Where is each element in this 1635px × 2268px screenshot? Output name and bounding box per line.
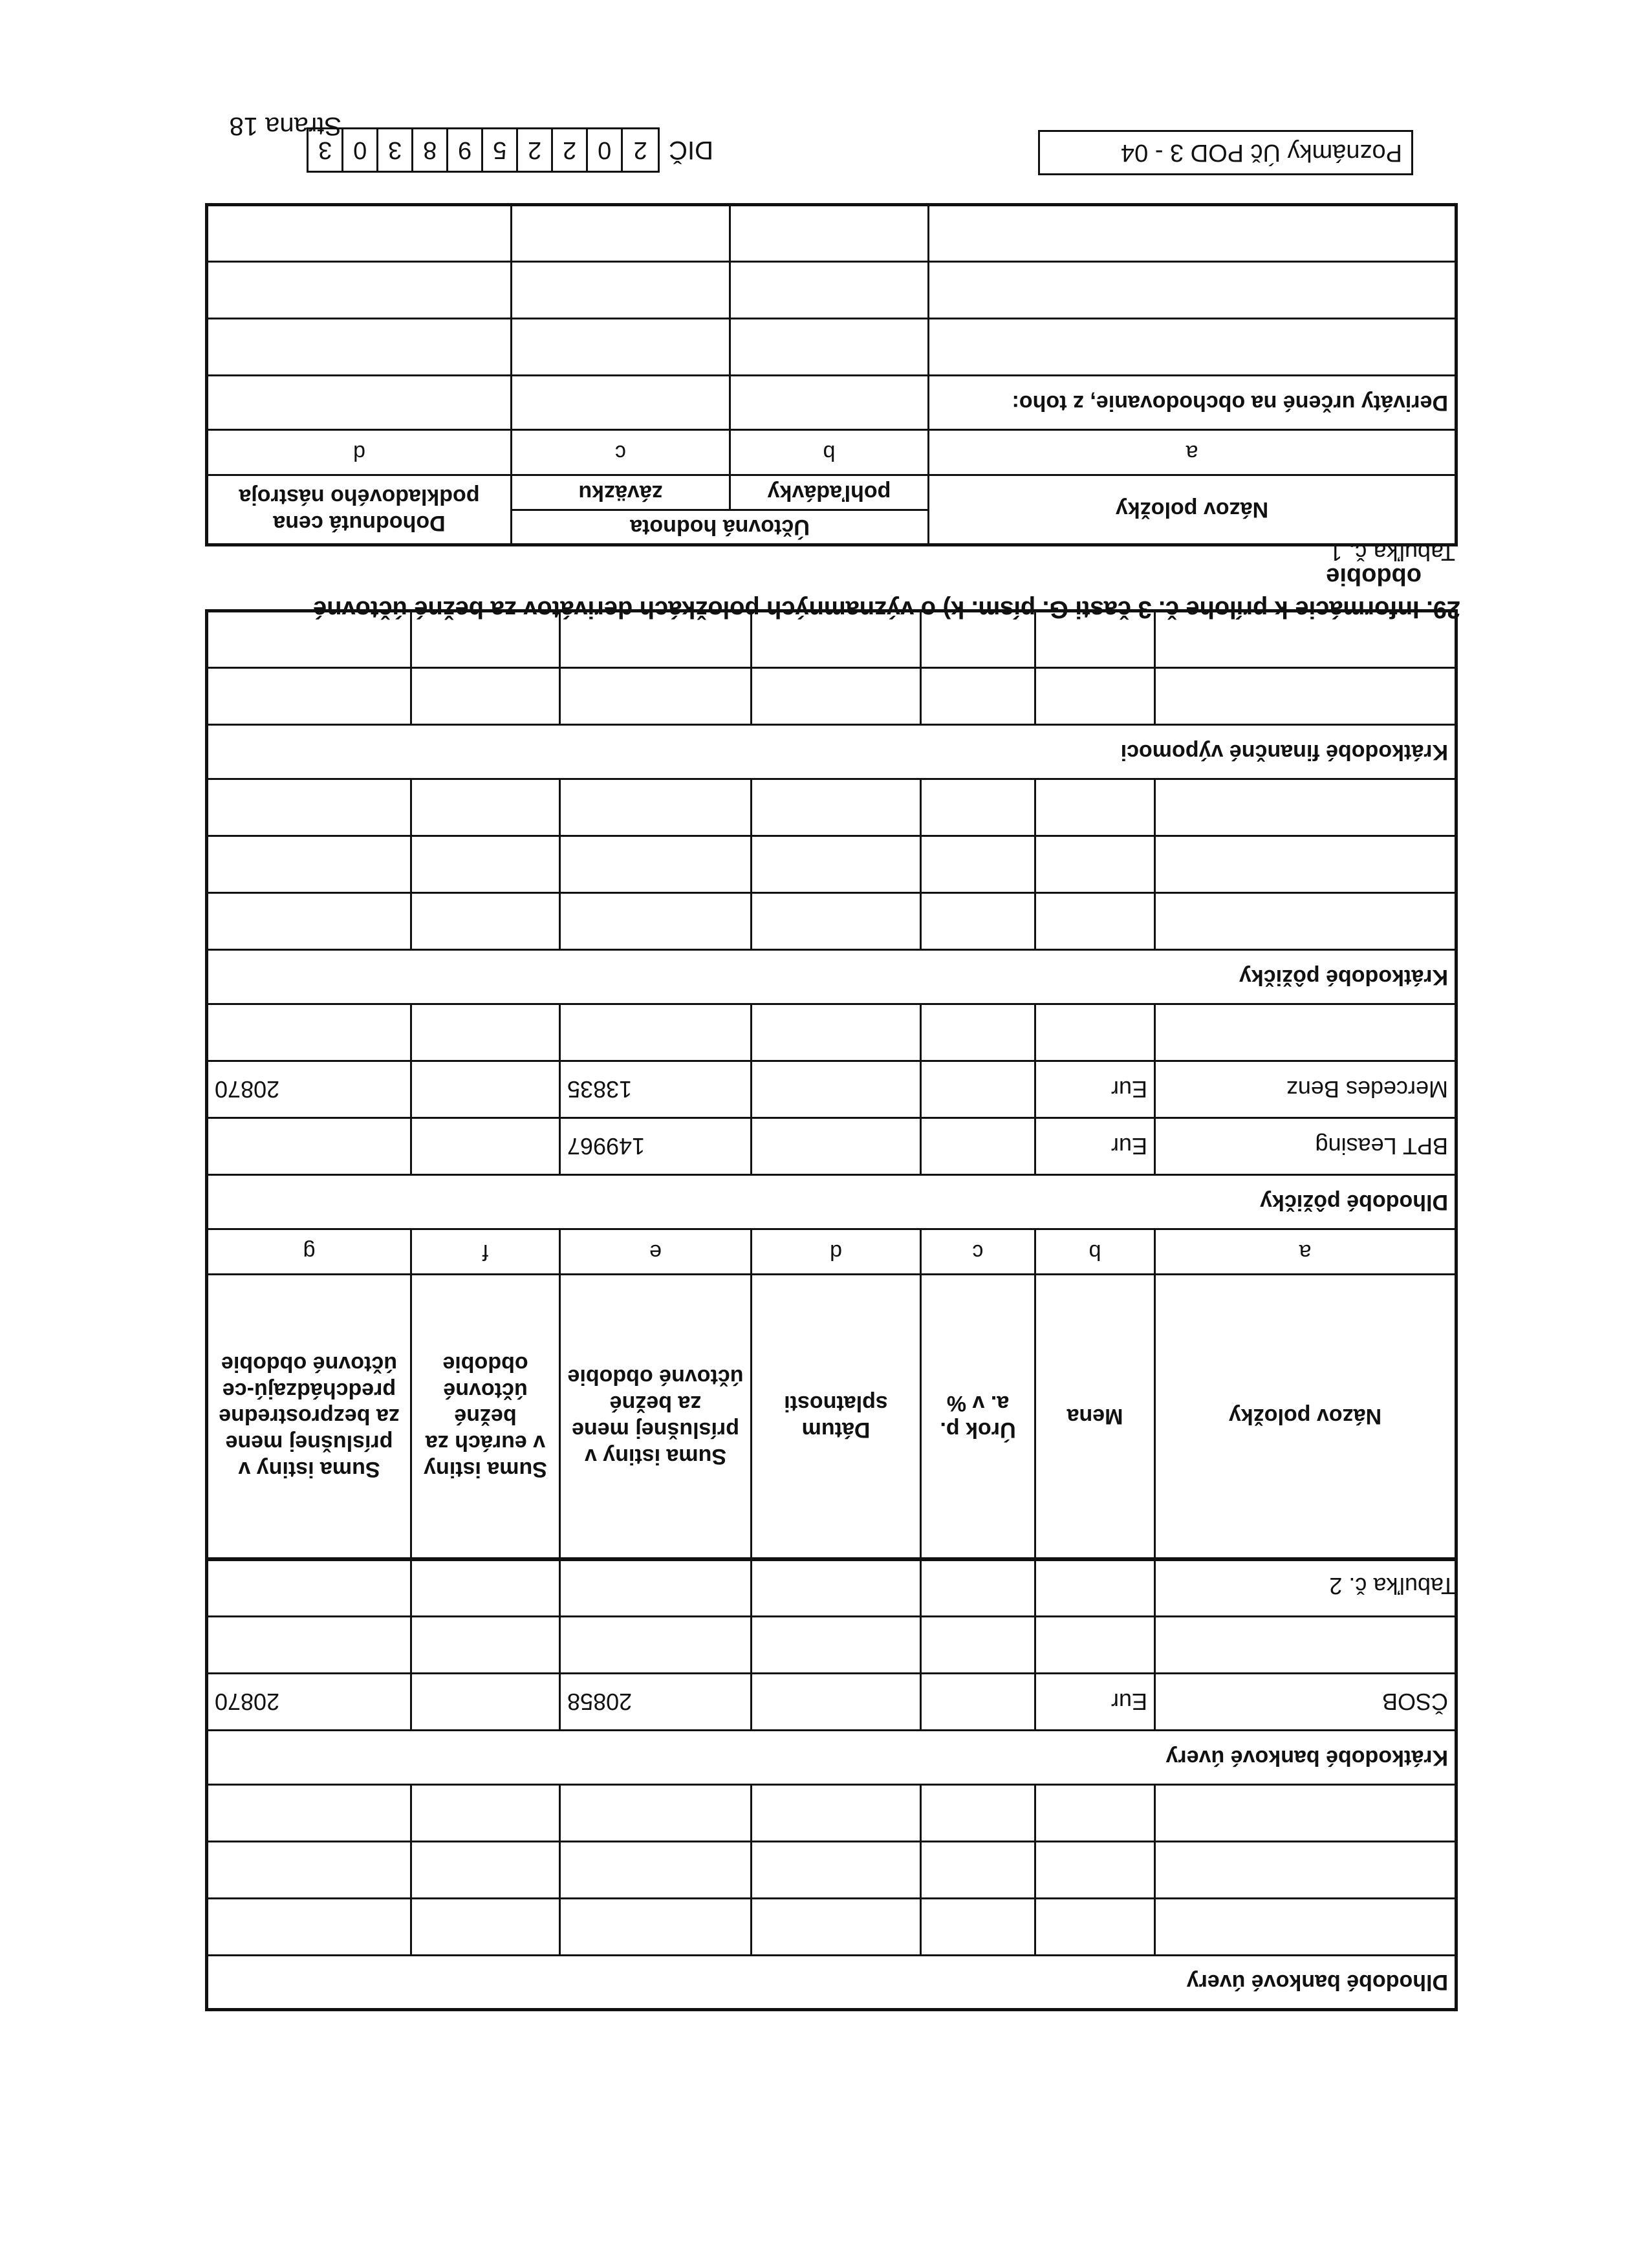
dic-field xyxy=(307,127,713,173)
dic-digit: 5 xyxy=(483,129,518,171)
row-amount-previous xyxy=(206,1842,411,1899)
row-currency xyxy=(1035,836,1155,893)
row-currency xyxy=(1035,1617,1155,1674)
section-title: Krátkodobé finančné výpomoci xyxy=(207,725,1456,779)
row-amount-current xyxy=(560,1560,752,1617)
row-maturity xyxy=(752,1118,921,1175)
deriv-section-title: Deriváty určené na obchodovanie, z toho: xyxy=(929,376,1456,430)
row-currency: Eur xyxy=(1035,1061,1155,1118)
row-interest xyxy=(921,668,1035,725)
form-title-box xyxy=(1038,130,1413,175)
row-interest xyxy=(921,779,1035,836)
row-currency: Eur xyxy=(1035,1674,1155,1731)
row-currency xyxy=(1035,1785,1155,1842)
dic-digits xyxy=(307,127,660,173)
row-maturity xyxy=(752,1899,921,1956)
row-interest xyxy=(921,1899,1035,1956)
row-amount-current xyxy=(560,1617,752,1674)
row-amount-eur xyxy=(411,1061,560,1118)
letters-row xyxy=(207,1229,1456,1275)
col-header-b: Mena xyxy=(1035,1275,1155,1559)
row-currency xyxy=(1035,668,1155,725)
row-name xyxy=(1155,1004,1456,1061)
row-amount-current xyxy=(560,893,752,950)
table-row xyxy=(206,1785,1456,1842)
section-29-line-2: obdobie xyxy=(1326,562,1422,590)
row-name xyxy=(1155,1617,1456,1674)
dic-digit: 2 xyxy=(553,129,588,171)
row-amount-current xyxy=(560,836,752,893)
section-29-text xyxy=(193,559,1460,625)
row-amount-eur xyxy=(411,1118,560,1175)
row-maturity xyxy=(752,1674,921,1731)
col-header-d: Dátum splatnosti xyxy=(752,1275,921,1559)
deriv-header-d: Dohodnutá cena podkladového nástroja xyxy=(206,475,511,545)
row-amount-current xyxy=(560,1899,752,1956)
dic-digit: 0 xyxy=(343,129,378,171)
row-amount-current xyxy=(560,779,752,836)
row-maturity xyxy=(752,836,921,893)
row-interest xyxy=(921,1061,1035,1118)
row-name xyxy=(1155,1785,1456,1842)
row-name xyxy=(1155,836,1456,893)
row-name xyxy=(1155,668,1456,725)
row-amount-eur xyxy=(411,1560,560,1617)
row-amount-eur xyxy=(411,836,560,893)
deriv-row xyxy=(206,205,1456,262)
deriv-letter-d: d xyxy=(206,430,511,475)
row-amount-current xyxy=(560,1842,752,1899)
row-amount-eur xyxy=(411,779,560,836)
deriv-letter-c: c xyxy=(511,430,730,475)
deriv-header-c: záväzku xyxy=(511,475,730,510)
col-header-f: Suma istiny v eurách za bežné účtovné obdobie xyxy=(411,1275,560,1559)
table-row xyxy=(207,893,1456,950)
row-maturity xyxy=(752,1004,921,1061)
row-name: BPT Leasing xyxy=(1155,1118,1456,1175)
row-interest xyxy=(921,1785,1035,1842)
section-row xyxy=(207,1175,1456,1229)
table-row xyxy=(207,779,1456,836)
row-amount-previous xyxy=(207,893,411,950)
deriv-header-a: Názov položky xyxy=(929,475,1456,545)
row-amount-eur xyxy=(411,1674,560,1731)
section-row xyxy=(207,725,1456,779)
dic-digit: 8 xyxy=(413,129,448,171)
section-row xyxy=(206,1956,1456,2010)
row-amount-eur xyxy=(411,893,560,950)
row-interest xyxy=(921,836,1035,893)
row-interest xyxy=(921,893,1035,950)
column-letter: c xyxy=(921,1229,1035,1275)
row-amount-eur xyxy=(411,668,560,725)
row-maturity xyxy=(752,1617,921,1674)
row-amount-previous xyxy=(207,668,411,725)
deriv-section-row xyxy=(206,376,1456,430)
table-1-caption: Tabuľka č. 1 xyxy=(1329,539,1455,566)
row-amount-current xyxy=(560,1004,752,1061)
table-row xyxy=(206,1560,1456,1617)
row-amount-current: 20858 xyxy=(560,1674,752,1731)
row-amount-current xyxy=(560,668,752,725)
row-amount-previous xyxy=(207,1004,411,1061)
row-amount-previous: 20870 xyxy=(207,1061,411,1118)
table-row xyxy=(206,1842,1456,1899)
table-2-caption: Tabuľka č. 2 xyxy=(1329,1573,1455,1599)
row-amount-previous xyxy=(206,1899,411,1956)
row-name xyxy=(1155,779,1456,836)
table-row xyxy=(207,1004,1456,1061)
row-name xyxy=(1155,1842,1456,1899)
deriv-row xyxy=(206,319,1456,376)
table-row xyxy=(207,1061,1456,1118)
table-row xyxy=(207,668,1456,725)
row-amount-current: 13835 xyxy=(560,1061,752,1118)
column-letter: f xyxy=(411,1229,560,1275)
row-currency xyxy=(1035,1004,1155,1061)
table-row xyxy=(206,1617,1456,1674)
row-amount-eur xyxy=(411,1842,560,1899)
section-title: Krátkodobé bankové úvery xyxy=(206,1731,1456,1785)
bank-loans-table xyxy=(205,1558,1458,2011)
row-maturity xyxy=(752,1560,921,1617)
column-letter: d xyxy=(752,1229,921,1275)
row-currency xyxy=(1035,893,1155,950)
form-title: Poznámky Úč POD 3 - 04 xyxy=(1120,139,1402,166)
row-name xyxy=(1155,1899,1456,1956)
page-number: Strana 18 xyxy=(229,112,341,140)
dic-digit: 2 xyxy=(518,129,553,171)
row-amount-previous xyxy=(207,1118,411,1175)
column-letter: g xyxy=(207,1229,411,1275)
col-header-c: Úrok p. a. v % xyxy=(921,1275,1035,1559)
row-amount-previous xyxy=(207,779,411,836)
section-row xyxy=(206,1731,1456,1785)
row-amount-eur xyxy=(411,1617,560,1674)
table-row xyxy=(207,836,1456,893)
row-currency xyxy=(1035,1899,1155,1956)
table-row xyxy=(206,1674,1456,1731)
col-header-e: Suma istiny v príslušnej mene za bežné účtovné obdobie xyxy=(560,1275,752,1559)
deriv-row xyxy=(206,262,1456,319)
row-currency xyxy=(1035,1842,1155,1899)
section-title: Krátkodobé pôžičky xyxy=(207,950,1456,1004)
loans-table xyxy=(205,609,1458,1561)
column-letter: e xyxy=(560,1229,752,1275)
row-currency xyxy=(1035,779,1155,836)
row-amount-previous xyxy=(206,1617,411,1674)
row-currency: Eur xyxy=(1035,1118,1155,1175)
deriv-header-b: pohľadávky xyxy=(730,475,929,510)
section-row xyxy=(207,950,1456,1004)
row-amount-previous: 20870 xyxy=(206,1674,411,1731)
row-amount-current xyxy=(560,1785,752,1842)
row-maturity xyxy=(752,1842,921,1899)
derivatives-table xyxy=(205,203,1458,546)
row-maturity xyxy=(752,893,921,950)
dic-digit: 0 xyxy=(588,129,623,171)
row-interest xyxy=(921,1118,1035,1175)
row-name: ČSOB xyxy=(1155,1674,1456,1731)
row-maturity xyxy=(752,1785,921,1842)
column-letter: b xyxy=(1035,1229,1155,1275)
row-currency xyxy=(1035,1560,1155,1617)
row-amount-eur xyxy=(411,1785,560,1842)
row-amount-previous xyxy=(206,1785,411,1842)
dic-digit: 3 xyxy=(378,129,413,171)
table-row xyxy=(207,1118,1456,1175)
row-maturity xyxy=(752,668,921,725)
section-29-line-1: 29. Informácie k prílohe č. 3 časti G. písm. k) o významných položkách derivátov za bežné účtovné xyxy=(313,596,1460,623)
row-maturity xyxy=(752,1061,921,1118)
dic-digit: 9 xyxy=(448,129,483,171)
row-interest xyxy=(921,1617,1035,1674)
dic-label: DIČ xyxy=(669,136,713,165)
section-title: Dlhodobé bankové úvery xyxy=(206,1956,1456,2010)
row-amount-current: 149967 xyxy=(560,1118,752,1175)
col-header-a: Názov položky xyxy=(1155,1275,1456,1559)
col-header-g: Suma istiny v príslušnej mene za bezprostredne predchádzajú-ce účtovné obdobie xyxy=(207,1275,411,1559)
section-title: Dlhodobé pôžičky xyxy=(207,1175,1456,1229)
row-interest xyxy=(921,1004,1035,1061)
row-name xyxy=(1155,893,1456,950)
table-row xyxy=(206,1899,1456,1956)
row-amount-eur xyxy=(411,1899,560,1956)
dic-digit: 2 xyxy=(633,136,647,164)
row-interest xyxy=(921,1674,1035,1731)
row-amount-previous xyxy=(207,836,411,893)
row-amount-eur xyxy=(411,1004,560,1061)
deriv-letter-b: b xyxy=(730,430,929,475)
row-interest xyxy=(921,1560,1035,1617)
dic-digit: 3 xyxy=(309,129,343,171)
deriv-letters-row xyxy=(206,430,1456,475)
row-name: Mercedes Benz xyxy=(1155,1061,1456,1118)
row-maturity xyxy=(752,779,921,836)
row-amount-previous xyxy=(206,1560,411,1617)
row-interest xyxy=(921,1842,1035,1899)
column-letter: a xyxy=(1155,1229,1456,1275)
deriv-header-group: Účtovná hodnota xyxy=(511,510,928,545)
deriv-letter-a: a xyxy=(929,430,1456,475)
